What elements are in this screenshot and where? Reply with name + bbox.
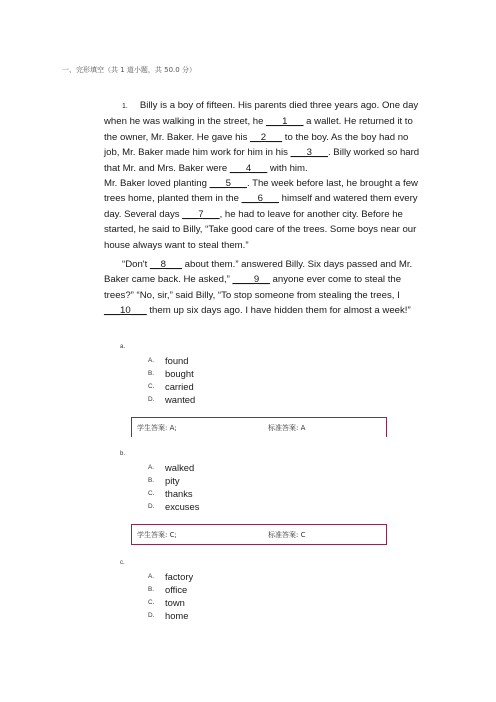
option-list-c xyxy=(148,570,193,622)
passage-blank: ___7___ xyxy=(182,208,220,220)
option-b-B[interactable]: B. pity xyxy=(148,475,180,486)
answer-box-a xyxy=(131,417,387,437)
passage-blank: __2___ xyxy=(250,131,283,143)
passage-paragraph-3 xyxy=(104,257,422,319)
option-a-B[interactable]: B. bought xyxy=(148,368,194,379)
option-b-A[interactable]: A. walked xyxy=(148,462,195,473)
passage-text: , he had to leave for another city. Before he started, he said to Billy, “Take good care of the trees. Some boys near our house always want to steal them.” xyxy=(104,208,417,251)
passage-text: a wallet. He returned it to the owner, Mr. Baker. He gave his xyxy=(104,116,413,143)
question-label-c: c. xyxy=(120,560,125,566)
passage-text: anyone ever come to steal the trees?” “No, sir,” said Billy, “To stop someone from stealing the trees, I xyxy=(104,274,402,301)
passage-text: Billy is a boy of fifteen. His parents died three years ago. One day when he was walking in the street, he xyxy=(104,100,419,128)
passage-blank: ___1___ xyxy=(266,116,304,128)
paragraph-text xyxy=(104,259,412,316)
question-label-b: b. xyxy=(120,451,126,457)
paragraph-text xyxy=(104,100,419,174)
paragraph-text xyxy=(104,178,418,251)
option-b-C[interactable]: C. thanks xyxy=(148,488,193,499)
question-label-a: a. xyxy=(120,344,126,350)
passage-blank: __8___ xyxy=(149,259,182,270)
option-a-D[interactable]: D. wanted xyxy=(148,394,196,405)
passage-text: Mr. Baker loved planting xyxy=(104,178,210,189)
option-c-B[interactable]: B. office xyxy=(148,584,188,595)
option-c-A[interactable]: A. factory xyxy=(148,571,194,582)
passage-text: to the boy. As the boy had no job, Mr. Baker made him work for him in his xyxy=(104,131,409,159)
passage-paragraph-2 xyxy=(104,176,422,253)
passage-blank: ___10___ xyxy=(104,305,147,317)
passage-text: with him. xyxy=(267,162,308,174)
student-answer: 学生答案: C; xyxy=(137,531,177,539)
passage-blank: ____9__ xyxy=(232,274,270,286)
answer-box-b xyxy=(131,524,387,545)
passage-text: . Billy worked so hard that Mr. and Mrs. Baker were xyxy=(104,147,420,174)
passage-text: . The week before last, he brought a few trees home, planted them in the xyxy=(104,178,418,205)
student-answer: 学生答案: A; xyxy=(137,424,177,432)
standard-answer: 标准答案: A xyxy=(268,424,306,432)
question-number: 1. xyxy=(122,103,128,110)
option-a-A[interactable]: A. found xyxy=(148,355,189,366)
passage-text: them up six days ago. I have hidden them for almost a week!” xyxy=(146,305,411,317)
passage-blank: ___6___ xyxy=(241,193,279,205)
passage-blank: ___4___ xyxy=(229,162,268,174)
passage-blank: ___5___ xyxy=(209,178,247,189)
passage-text: about them.” answered Billy. Six days passed and Mr. Baker came back. He asked,” xyxy=(104,259,413,286)
standard-answer: 标准答案: C xyxy=(268,531,306,539)
option-c-D[interactable]: D. home xyxy=(148,610,189,621)
passage-paragraph-1 xyxy=(104,98,422,176)
section-title: 一、完形填空（共 1 道小题，共 50.0 分） xyxy=(62,66,196,74)
option-b-D[interactable]: D. excuses xyxy=(148,501,200,512)
passage-blank: ___3___ xyxy=(290,147,328,159)
passage-text: “Don't xyxy=(122,259,150,270)
passage-text: himself and watered them every day. Several days xyxy=(104,193,418,220)
option-list-a xyxy=(148,354,195,406)
option-c-C[interactable]: C. town xyxy=(148,597,185,608)
option-list-b xyxy=(148,461,199,513)
option-a-C[interactable]: C. carried xyxy=(148,381,194,392)
